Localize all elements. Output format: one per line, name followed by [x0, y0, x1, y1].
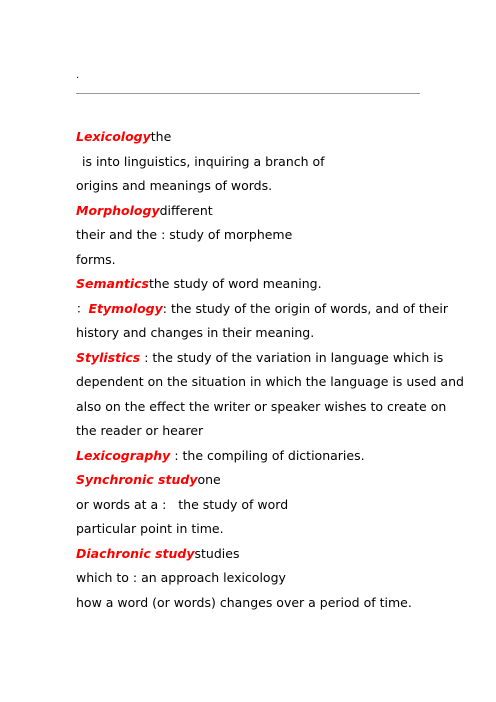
lexicology-term: Lexicology	[76, 129, 151, 144]
synchronic-line-2: or words at a : the study of word	[76, 496, 289, 512]
lexicography-term: Lexicography	[76, 447, 171, 463]
lexicography-line-1	[76, 444, 426, 469]
morphology-text-1: different	[159, 202, 213, 218]
etymology-text-1: : the study of the origin of words, and of their	[162, 300, 448, 316]
synchronic-line-3: particular point in time.	[76, 521, 224, 536]
synchronic-term: Synchronic study	[76, 472, 198, 487]
semantics-line-1	[76, 272, 426, 297]
synchronic-text-1: one	[197, 472, 221, 487]
stylistics-line-4: the reader or hearer	[76, 423, 204, 438]
header-mark: .	[76, 70, 80, 81]
diachronic-term: Diachronic study	[76, 545, 195, 561]
diachronic-line-1	[76, 542, 426, 567]
lexicology-line-2: is into linguistics, inquiring a branch of	[82, 153, 325, 169]
etymology-line-2: history and changes in their meaning.	[76, 325, 315, 340]
morphology-line-3: forms.	[76, 251, 116, 267]
diachronic-line-2: which to : an approach lexicology	[76, 570, 286, 585]
stylistics-line-3: also on the effect the writer or speaker wishes to create on	[76, 398, 447, 414]
etymology-prefix: ：	[76, 300, 89, 316]
diachronic-line-3: how a word (or words) changes over a period of time.	[76, 594, 412, 610]
glossary-content	[76, 125, 464, 615]
morphology-line-2: their and the : study of morpheme	[76, 227, 293, 242]
stylistics-line-1	[76, 346, 444, 371]
header-rule	[76, 93, 420, 94]
etymology-term: Etymology	[88, 300, 163, 316]
morphology-term: Morphology	[76, 202, 160, 218]
lexicology-line-1	[76, 125, 426, 150]
stylistics-text-1: : the study of the variation in language which is	[140, 349, 444, 365]
semantics-term: Semantics	[76, 276, 149, 291]
lexicology-line-3: origins and meanings of words.	[76, 178, 273, 193]
stylistics-term: Stylistics	[76, 349, 141, 365]
stylistics-line-2: dependent on the situation in which the language is used and	[76, 374, 464, 389]
etymology-line-1	[76, 297, 448, 322]
diachronic-text-1: studies	[194, 545, 240, 561]
morphology-line-1	[76, 199, 426, 224]
semantics-text-1: the study of word meaning.	[148, 276, 322, 291]
lexicology-text-1: the	[150, 129, 172, 144]
synchronic-line-1	[76, 468, 426, 493]
lexicography-text-1: : the compiling of dictionaries.	[170, 447, 365, 463]
